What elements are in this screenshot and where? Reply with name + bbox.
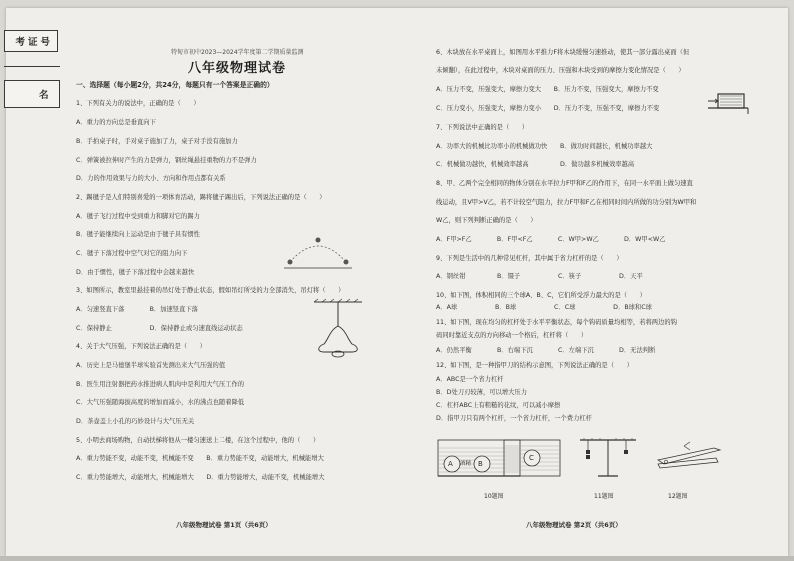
option-line: A．压力不变，压强变大，摩擦力变大 B．压力不变，压强变大，摩擦力不变 [436,86,659,93]
q12-caption: 12题图 [668,493,688,500]
exam-sheet [6,8,788,556]
option-line: B．医生用注射器把药水推进病人肌肉中是利用大气压工作的 [76,381,245,388]
exam-number-label: 考证号 [15,37,53,48]
option-line: D．由于惯性，毽子下落过程中会越来越快 [76,269,195,276]
scanner-edge [0,556,794,561]
option-line: D．力的作用效果与力的大小、方向和作用点都有关系 [76,175,226,182]
option-line: A．重力势能不变，动能不变，机械能不变 B．重力势能不变，动能增大，机械能增大 [76,455,324,462]
option-line: C．大气压强随海拔高度的增加而减小，水的沸点也随着降低 [76,399,245,406]
shuttlecock-diagram [288,228,358,273]
page-1-column [76,48,394,538]
liquid-label: 酒精 [460,461,472,467]
side-divider [4,66,60,67]
question-line: 码同时靠近支点的方向移动一个格后，杠杆将（ ） [436,332,588,339]
option-line: B．D处刀刃较薄，可以增大压力 [436,389,528,396]
nail-clipper-diagram [654,442,726,476]
question-line: 5、小明去商场购物，自动扶梯将他从一楼匀速送上二楼，在这个过程中，他的（ ） [76,437,320,444]
option-line: D．茶壶盖上小孔的巧妙设计与大气压无关 [76,418,195,425]
question-line: 8、甲、乙两个完全相同的物体分别在水平拉力F甲和F乙的作用下，在同一水平面上做匀速直 [436,180,693,187]
option-line: A．A球 B．B球 C．C球 D．B球和C球 [436,304,652,311]
option-line: A．历史上是马德堡半球实验首先测出来大气压强的值 [76,362,226,369]
question-line: 未倾翻），在此过程中，木块对桌面的压力、压强和木块受到的摩擦力变化情况是（ ） [436,67,685,74]
option-line: A．重力的方向总是垂直向下 [76,119,156,126]
option-line: A．F甲>F乙 B．F甲<F乙 C．W甲>W乙 D．W甲<W乙 [436,236,666,243]
exam-number-box [4,30,58,52]
question-line: 12、如下图，是一种指甲刀的结构示意图，下列说法正确的是（ ） [436,362,633,369]
section-heading: 一、选择题（每小题2分，共24分，每题只有一个答案是正确的） [76,81,274,89]
option-line: C．保持静止 D．保持静止或匀速直线运动状态 [76,325,243,332]
option-line: A．钢丝钳 B．镊子 C．筷子 D．天平 [436,273,643,280]
option-line: A．毽子飞行过程中受到重力和脚对它的踢力 [76,213,200,220]
hanging-lamp-diagram [304,300,374,362]
question-line: 1、下列有关力的说法中，正确的是（ ） [76,100,200,107]
page-2-column [436,50,766,540]
question-line: W乙，则下列判断正确的是（ ） [436,217,537,224]
option-line: C．机械做功越快，机械效率越高 D．做功越多机械效率越高 [436,161,635,168]
option-line: D．指甲刀只有两个杠杆，一个省力杠杆，一个费力杠杆 [436,415,592,422]
option-line: C．毽子下落过程中空气对它的阻力向下 [76,250,188,257]
question-line: 2、踢毽子是人们特别喜爱的一项体育活动，踢将毽子踢出后，下列说法正确的是（ ） [76,194,326,201]
ball-b-label: B [478,460,483,468]
option-line: C．弹簧被拉伸时产生的力是弹力，钢丝绳悬挂重物的力不是弹力 [76,157,257,164]
lever-diagram [578,436,638,480]
page-footer: 八年级物理试卷 第1页（共6页） [176,521,272,529]
question-line: 3、如图所示，教室里悬挂着的吊灯处于静止状态，假如吊灯所受的力全部消失，吊灯将（ ） [76,287,345,294]
name-box [4,80,60,108]
option-line: C．重力势能增大，动能增大，机械能增大 D．重力势能增大，动能不变，机械能增大 [76,474,325,481]
question-line: 9、下列是生活中的几种常见杠杆，其中属于省力杠杆的是（ ） [436,255,623,262]
option-line: A．仍然平衡 B．右端下沉 C．左端下沉 D．无法判断 [436,347,656,354]
question-line: 11、如下图，现在均匀的杠杆处于水平平衡状态，每个钩码质量均相等，若将两边的钩 [436,319,677,326]
option-line: A．功率大的机械比功率小的机械做功快 B．做功时间越长，机械功率越大 [436,143,653,150]
page-footer: 八年级物理试卷 第2页（共6页） [526,521,622,529]
name-label: 名 [39,90,52,101]
option-line: A．ABC是一个省力杠杆 [436,376,504,383]
option-line: C．杠杆ABC上有粗糙的花纹，可以减小摩擦 [436,402,561,409]
q11-caption: 11题图 [594,493,614,500]
option-line: C．压力变小，压强变大，摩擦力变小 D．压力不变，压强不变，摩擦力不变 [436,105,660,112]
option-line: B．手拍桌子时，手对桌子施加了力，桌子对手没有施加力 [76,138,238,145]
question-line: 线运动，且V甲>V乙，若不计较空气阻力，拉力F甲和F乙在相同时间内所做的功分别为W甲和 [436,199,697,206]
ball-c-label: C [529,454,534,462]
question-line: 4、关于大气压强，下列说法正确的是（ ） [76,343,206,350]
question-line: 7、下列说法中正确的是（ ） [436,124,529,131]
option-line: A．匀速竖直下落 B．加速竖直下落 [76,306,198,313]
exam-subtitle: 特甸市初中2023—2024学年度第二学期质量监测 [171,49,304,56]
option-line: B．毽子能继续向上运动是由于毽子具有惯性 [76,231,200,238]
question-line: 6、木块放在水平桌面上，如图用水平推力F将木块缓慢匀速推动，使其一部分露出桌面（但 [436,49,690,56]
ball-a-label: A [448,460,453,468]
page-title: 八年级物理试卷 [188,61,287,76]
q10-caption: 10题图 [484,493,504,500]
question-line: 10、如下图，体积相同的三个球A、B、C，它们所受浮力最大的是（ ） [436,292,646,299]
block-push-diagram [708,88,758,114]
